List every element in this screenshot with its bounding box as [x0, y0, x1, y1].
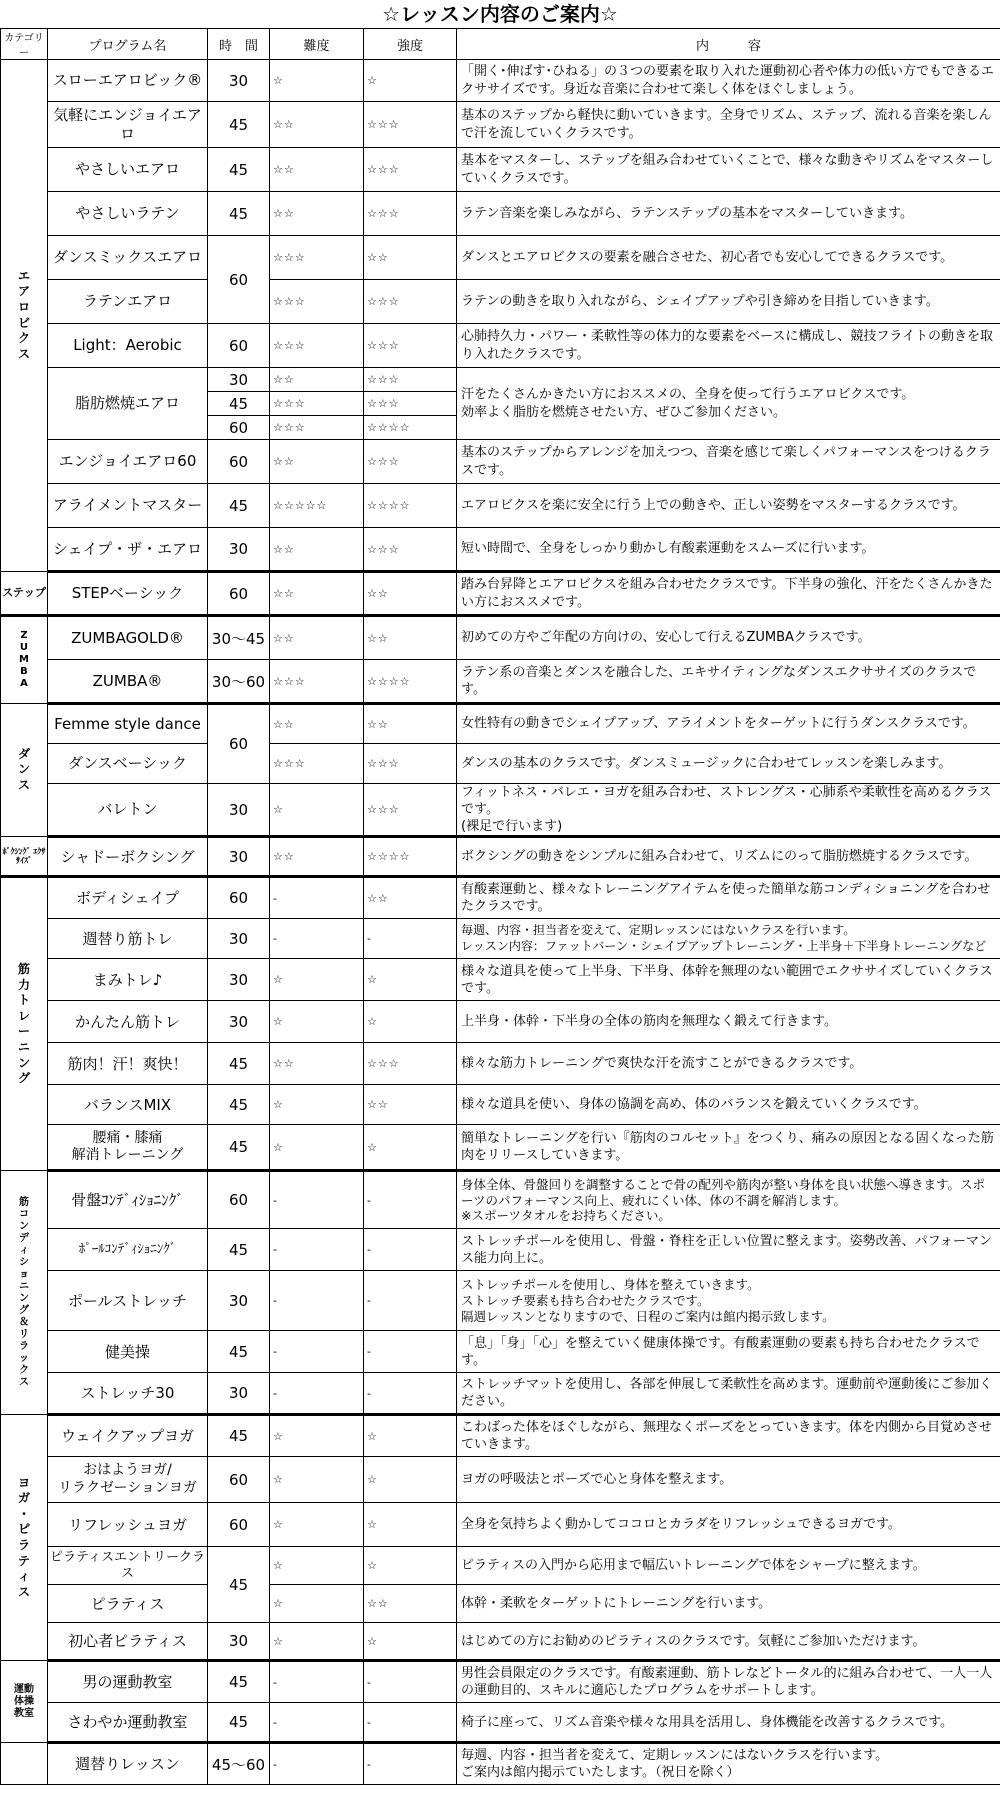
program-name: 週替り筋トレ: [48, 919, 208, 959]
lesson-description: 身体全体、骨盤回りを調整することで骨の配列や筋肉が整い身体を良い状態へ導きます。スポーツのパフォーマンス向上、疲れにくい体、体の不調を解消します。 ※スポーツタオルをお持ちください。: [457, 1171, 1000, 1229]
lesson-description: 全身を気持ちよく動かしてココロとカラダをリフレッシュできるヨガです。: [457, 1503, 1000, 1547]
lesson-description: 「息」「身」「心」を整えていく健康体操です。有酸素運動の要素も持ち合わせたクラスです。: [457, 1331, 1000, 1373]
time-cell: 30～45: [208, 616, 270, 660]
lesson-description: エアロビクスを楽に安全に行う上での動きや、正しい姿勢をマスターするクラスです。: [457, 484, 1000, 528]
time-cell: 60: [208, 877, 270, 919]
category-boxing: ﾎﾞｸｼﾝｸﾞ ｴｸｻｻｲｽﾞ: [1, 837, 48, 877]
difficulty-rating: ☆☆☆: [270, 392, 364, 416]
table-row: [1, 1085, 1000, 1125]
time-cell: 30: [208, 1623, 270, 1661]
time-cell: 30～60: [208, 660, 270, 704]
category-exercise-class: 運動 体操 教室: [1, 1661, 48, 1743]
time-cell: 30: [208, 1001, 270, 1043]
program-name: やさしいラテン: [48, 192, 208, 236]
time-cell: 45: [208, 1085, 270, 1125]
time-cell: 30: [208, 60, 270, 102]
program-name: ラテンエアロ: [48, 280, 208, 324]
table-row: [1, 704, 1000, 744]
program-name: ダンスベーシック: [48, 744, 208, 784]
lesson-description: 「開く･伸ばす･ひねる」の３つの要素を取り入れた運動初心者や体力の低い方でもできるエクササイズです。身近な音楽に合わせて楽しく体をほぐしましょう。: [457, 60, 1000, 102]
page-title: ☆レッスン内容のご案内☆: [382, 2, 618, 26]
intensity-rating: ☆☆☆: [364, 440, 457, 484]
intensity-rating: -: [364, 1271, 457, 1331]
program-name: 筋肉！汗！爽快！: [48, 1043, 208, 1085]
intensity-rating: ☆: [364, 1125, 457, 1171]
lesson-description: ラテン系の音楽とダンスを融合した、エキサイティングなダンスエクササイズのクラスです。: [457, 660, 1000, 704]
table-row: [1, 837, 1000, 877]
table-row: [1, 1043, 1000, 1085]
program-name: シェイプ・ザ・エアロ: [48, 528, 208, 572]
program-name: やさしいエアロ: [48, 148, 208, 192]
table-row: [1, 368, 1000, 392]
table-row: [1, 1503, 1000, 1547]
program-name: ボディシェイプ: [48, 877, 208, 919]
program-name: 週替りレッスン: [48, 1743, 208, 1785]
program-name: バランスMIX: [48, 1085, 208, 1125]
program-name: ストレッチ30: [48, 1373, 208, 1415]
lesson-description: 椅子に座って、リズム音楽や様々な用具を活用し、身体機能を改善するクラスです。: [457, 1703, 1000, 1743]
table-row: [1, 1125, 1000, 1171]
intensity-rating: ☆☆: [364, 1585, 457, 1623]
lesson-description: 踏み台昇降とエアロビクスを組み合わせたクラスです。下半身の強化、汗をたくさんかきたい方におススメです。: [457, 572, 1000, 616]
category-dance: ダ ン ス: [1, 704, 48, 837]
program-name: シャドーボクシング: [48, 837, 208, 877]
program-name: おはようヨガ/ リラクゼーションヨガ: [48, 1457, 208, 1503]
intensity-rating: ☆☆☆: [364, 102, 457, 148]
lesson-description: 様々な筋力トレーニングで爽快な汗を流すことができるクラスです。: [457, 1043, 1000, 1085]
table-row: [1, 744, 1000, 784]
time-cell: 45: [208, 1415, 270, 1457]
table-row: [1, 660, 1000, 704]
difficulty-rating: ☆: [270, 959, 364, 1001]
lesson-description: 初めての方やご年配の方向けの、安心して行えるZUMBAクラスです。: [457, 616, 1000, 660]
difficulty-rating: ☆☆: [270, 528, 364, 572]
program-name: ZUMBA®: [48, 660, 208, 704]
table-row: [1, 1001, 1000, 1043]
intensity-rating: ☆☆☆: [364, 1043, 457, 1085]
intensity-rating: ☆: [364, 959, 457, 1001]
intensity-rating: -: [364, 919, 457, 959]
time-cell: 60: [208, 704, 270, 784]
lesson-description: 短い時間で、全身をしっかり動かし有酸素運動をスムーズに行います。: [457, 528, 1000, 572]
lesson-table: [0, 28, 1000, 1785]
lesson-description: フィットネス・バレエ・ヨガを組み合わせ、ストレングス・心肺系や柔軟性を高めるクラスです。 (裸足で行います): [457, 784, 1000, 837]
lesson-description: ピラティスの入門から応用まで幅広いトレーニングで体をシャープに整えます。: [457, 1547, 1000, 1585]
intensity-rating: ☆☆: [364, 236, 457, 280]
table-row: [1, 1661, 1000, 1703]
lesson-description: 体幹・柔軟をターゲットにトレーニングを行います。: [457, 1585, 1000, 1623]
intensity-rating: ☆: [364, 1457, 457, 1503]
difficulty-rating: ☆☆☆: [270, 416, 364, 440]
lesson-description: 上半身・体幹・下半身の全体の筋肉を無理なく鍛えて行きます。: [457, 1001, 1000, 1043]
table-row: [1, 102, 1000, 148]
difficulty-rating: -: [270, 1331, 364, 1373]
intensity-rating: ☆☆☆: [364, 392, 457, 416]
lesson-description: ラテンの動きを取り入れながら、シェイプアップや引き締めを目指していきます。: [457, 280, 1000, 324]
difficulty-rating: ☆: [270, 1547, 364, 1585]
difficulty-rating: ☆☆☆☆☆: [270, 484, 364, 528]
intensity-rating: ☆☆☆: [364, 148, 457, 192]
program-name: ピラティス: [48, 1585, 208, 1623]
table-row: [1, 1373, 1000, 1415]
table-row: [1, 1229, 1000, 1271]
intensity-rating: ☆☆☆: [364, 192, 457, 236]
program-name: ポールストレッチ: [48, 1271, 208, 1331]
time-cell: 30: [208, 837, 270, 877]
table-row: [1, 1171, 1000, 1229]
intensity-rating: -: [364, 1743, 457, 1785]
intensity-rating: ☆☆☆: [364, 528, 457, 572]
difficulty-rating: -: [270, 1373, 364, 1415]
table-row: [1, 1457, 1000, 1503]
intensity-rating: ☆☆☆: [364, 280, 457, 324]
program-name: かんたん筋トレ: [48, 1001, 208, 1043]
table-row: [1, 1547, 1000, 1585]
category-yoga-pilates: ヨ ガ ・ ピ ラ テ ィ ス: [1, 1415, 48, 1661]
program-name: リフレッシュヨガ: [48, 1503, 208, 1547]
difficulty-rating: ☆: [270, 784, 364, 837]
intensity-rating: ☆☆: [364, 616, 457, 660]
program-name: アライメントマスター: [48, 484, 208, 528]
lesson-description: 汗をたくさんかきたい方におススメの、全身を使って行うエアロビクスです。 効率よく脂肪を燃焼させたい方、ぜひご参加ください。: [457, 368, 1000, 440]
intensity-rating: -: [364, 1373, 457, 1415]
difficulty-rating: ☆☆: [270, 572, 364, 616]
intensity-rating: -: [364, 1661, 457, 1703]
intensity-rating: -: [364, 1171, 457, 1229]
program-name: ダンスミックスエアロ: [48, 236, 208, 280]
program-name: ウェイクアップヨガ: [48, 1415, 208, 1457]
difficulty-rating: ☆: [270, 1585, 364, 1623]
program-name: Light：Aerobic: [48, 324, 208, 368]
table-row: [1, 60, 1000, 102]
difficulty-rating: ☆☆: [270, 148, 364, 192]
difficulty-rating: -: [270, 1743, 364, 1785]
program-name: ピラティスエントリークラス: [48, 1547, 208, 1585]
lesson-description: ストレッチポールを使用し、身体を整えていきます。 ストレッチ要素も持ち合わせたクラスです。 隔週レッスンとなりますので、日程のご案内は館内掲示致します。: [457, 1271, 1000, 1331]
time-cell: 45: [208, 192, 270, 236]
time-cell: 30: [208, 368, 270, 392]
time-cell: 30: [208, 784, 270, 837]
header-time: 時 間: [208, 29, 270, 60]
category-conditioning-relax: 筋 コ ン デ ィ シ ョ ニ ン グ ＆ リ ラ ッ ク ス: [1, 1171, 48, 1415]
intensity-rating: ☆: [364, 1415, 457, 1457]
program-name: 腰痛・膝痛 解消トレーニング: [48, 1125, 208, 1171]
intensity-rating: ☆☆☆: [364, 324, 457, 368]
difficulty-rating: ☆☆: [270, 192, 364, 236]
program-name: 骨盤ｺﾝﾃﾞｨｼｮﾆﾝｸﾞ: [48, 1171, 208, 1229]
category-strength-training: 筋 力 ト レ ー ニ ン グ: [1, 877, 48, 1171]
time-cell: 60: [208, 440, 270, 484]
header-category: カテゴリー: [1, 29, 48, 60]
time-cell: 45: [208, 1331, 270, 1373]
header-content: 内 容: [457, 29, 1000, 60]
time-cell: 45: [208, 102, 270, 148]
table-row: [1, 1743, 1000, 1785]
time-cell: 45: [208, 1547, 270, 1623]
difficulty-rating: ☆: [270, 1125, 364, 1171]
difficulty-rating: -: [270, 1171, 364, 1229]
table-row: [1, 148, 1000, 192]
program-name: まみトレ♪: [48, 959, 208, 1001]
difficulty-rating: ☆: [270, 1001, 364, 1043]
difficulty-rating: ☆☆: [270, 704, 364, 744]
intensity-rating: ☆☆☆: [364, 368, 457, 392]
time-cell: 45: [208, 484, 270, 528]
lesson-description: 有酸素運動と、様々なトレーニングアイテムを使った簡単な筋コンディショニングを合わせたクラスです。: [457, 877, 1000, 919]
difficulty-rating: ☆☆☆: [270, 236, 364, 280]
lesson-description: 基本のステップから軽快に動いていきます。全身でリズム、ステップ、流れる音楽を楽しんで汗を流していくクラスです。: [457, 102, 1000, 148]
difficulty-rating: ☆☆☆: [270, 660, 364, 704]
program-name: STEPベーシック: [48, 572, 208, 616]
difficulty-rating: ☆: [270, 1457, 364, 1503]
difficulty-rating: ☆☆: [270, 440, 364, 484]
lesson-description: ダンスの基本のクラスです。ダンスミュージックに合わせてレッスンを楽しみます。: [457, 744, 1000, 784]
lesson-description: 基本をマスターし、ステップを組み合わせていくことで、様々な動きやリズムをマスターしていくクラスです。: [457, 148, 1000, 192]
intensity-rating: ☆☆☆☆: [364, 660, 457, 704]
table-row: [1, 280, 1000, 324]
program-name: 男の運動教室: [48, 1661, 208, 1703]
intensity-rating: ☆☆☆☆: [364, 484, 457, 528]
time-cell: 45: [208, 392, 270, 416]
program-name: 初心者ピラティス: [48, 1623, 208, 1661]
difficulty-rating: -: [270, 919, 364, 959]
table-row: [1, 784, 1000, 837]
time-cell: 60: [208, 1171, 270, 1229]
difficulty-rating: ☆: [270, 1085, 364, 1125]
table-row: [1, 1703, 1000, 1743]
difficulty-rating: ☆☆☆: [270, 744, 364, 784]
program-name: エンジョイエアロ60: [48, 440, 208, 484]
time-cell: 45: [208, 148, 270, 192]
table-row: [1, 1415, 1000, 1457]
time-cell: 60: [208, 236, 270, 324]
intensity-rating: ☆☆☆☆: [364, 837, 457, 877]
program-name: Femme style dance: [48, 704, 208, 744]
difficulty-rating: -: [270, 1229, 364, 1271]
intensity-rating: ☆: [364, 1547, 457, 1585]
program-name: 気軽にエンジョイエアロ: [48, 102, 208, 148]
difficulty-rating: -: [270, 1271, 364, 1331]
header-row: [1, 29, 1000, 60]
difficulty-rating: ☆☆: [270, 616, 364, 660]
time-cell: 30: [208, 959, 270, 1001]
difficulty-rating: ☆☆: [270, 1043, 364, 1085]
table-row: [1, 919, 1000, 959]
lesson-description: ラテン音楽を楽しみながら、ラテンステップの基本をマスターしていきます。: [457, 192, 1000, 236]
table-row: [1, 959, 1000, 1001]
table-row: [1, 1623, 1000, 1661]
lesson-description: ダンスとエアロビクスの要素を融合させた、初心者でも安心してできるクラスです。: [457, 236, 1000, 280]
lesson-description: ストレッチポールを使用し、骨盤・脊柱を正しい位置に整えます。姿勢改善、パフォーマンス能力向上に。: [457, 1229, 1000, 1271]
lesson-description: 男性会員限定のクラスです。有酸素運動、筋トレなどトータル的に組み合わせて、一人一人の運動目的、スキルに適応したプログラムをサポートします。: [457, 1661, 1000, 1703]
intensity-rating: ☆☆: [364, 877, 457, 919]
intensity-rating: ☆☆: [364, 1085, 457, 1125]
lesson-description: 様々な道具を使い、身体の協調を高め、体のバランスを鍛えていくクラスです。: [457, 1085, 1000, 1125]
difficulty-rating: ☆☆: [270, 837, 364, 877]
time-cell: 30: [208, 1271, 270, 1331]
lesson-description: ボクシングの動きをシンプルに組み合わせて、リズムにのって脂肪燃焼するクラスです。: [457, 837, 1000, 877]
lesson-description: ストレッチマットを使用し、各部を伸展して柔軟性を高めます。運動前や運動後にご参加ください。: [457, 1373, 1000, 1415]
time-cell: 45: [208, 1043, 270, 1085]
time-cell: 45: [208, 1229, 270, 1271]
program-name: 健美操: [48, 1331, 208, 1373]
header-difficulty: 難度: [270, 29, 364, 60]
category-step: ステップ: [1, 572, 48, 616]
difficulty-rating: -: [270, 1661, 364, 1703]
time-cell: 60: [208, 1503, 270, 1547]
lesson-description: 基本のステップからアレンジを加えつつ、音楽を感じて楽しくパフォーマンスをつけるクラスです。: [457, 440, 1000, 484]
category-zumba: Z U M B A: [1, 616, 48, 704]
table-row: [1, 616, 1000, 660]
difficulty-rating: -: [270, 1703, 364, 1743]
program-name: スローエアロビック®: [48, 60, 208, 102]
difficulty-rating: ☆☆: [270, 102, 364, 148]
table-row: [1, 484, 1000, 528]
difficulty-rating: ☆: [270, 60, 364, 102]
table-row: [1, 572, 1000, 616]
lesson-description: ヨガの呼吸法とポーズで心と身体を整えます。: [457, 1457, 1000, 1503]
difficulty-rating: ☆☆☆: [270, 324, 364, 368]
difficulty-rating: ☆: [270, 1623, 364, 1661]
table-row: [1, 877, 1000, 919]
table-row: [1, 1271, 1000, 1331]
category-blank: [1, 1743, 48, 1785]
intensity-rating: ☆: [364, 1001, 457, 1043]
time-cell: 30: [208, 919, 270, 959]
table-row: [1, 440, 1000, 484]
difficulty-rating: -: [270, 877, 364, 919]
program-name: さわやか運動教室: [48, 1703, 208, 1743]
table-row: [1, 1331, 1000, 1373]
time-cell: 60: [208, 416, 270, 440]
intensity-rating: -: [364, 1229, 457, 1271]
difficulty-rating: ☆: [270, 1415, 364, 1457]
intensity-rating: ☆☆: [364, 704, 457, 744]
table-row: [1, 236, 1000, 280]
program-name: 脂肪燃焼エアロ: [48, 368, 208, 440]
lesson-description: 女性特有の動きでシェイプアップ、アライメントをターゲットに行うダンスクラスです。: [457, 704, 1000, 744]
intensity-rating: ☆☆: [364, 572, 457, 616]
intensity-rating: -: [364, 1331, 457, 1373]
intensity-rating: ☆☆☆: [364, 784, 457, 837]
intensity-rating: ☆☆☆☆: [364, 416, 457, 440]
lesson-description: はじめての方にお勧めのピラティスのクラスです。気軽にご参加いただけます。: [457, 1623, 1000, 1661]
time-cell: 60: [208, 1457, 270, 1503]
difficulty-rating: ☆: [270, 1503, 364, 1547]
intensity-rating: ☆: [364, 1623, 457, 1661]
lesson-description: 様々な道具を使って上半身、下半身、体幹を無理のない範囲でエクササイズしていくクラスです。: [457, 959, 1000, 1001]
program-name: バレトン: [48, 784, 208, 837]
lesson-description: 毎週、内容・担当者を変えて、定期レッスンにはないクラスを行います。 ご案内は館内掲示ていたします。（祝日を除く）: [457, 1743, 1000, 1785]
time-cell: 30: [208, 1373, 270, 1415]
intensity-rating: ☆: [364, 1503, 457, 1547]
difficulty-rating: ☆☆: [270, 368, 364, 392]
table-row: [1, 324, 1000, 368]
lesson-description: 簡単なトレーニングを行い『筋肉のコルセット』をつくり、痛みの原因となる固くなった筋肉をリリースしていきます。: [457, 1125, 1000, 1171]
time-cell: 45: [208, 1703, 270, 1743]
time-cell: 60: [208, 572, 270, 616]
intensity-rating: ☆: [364, 60, 457, 102]
intensity-rating: ☆☆☆: [364, 744, 457, 784]
time-cell: 45: [208, 1661, 270, 1703]
time-cell: 45～60: [208, 1743, 270, 1785]
lesson-description: 心肺持久力・パワー・柔軟性等の体力的な要素をベースに構成し、競技フライトの動きを取り入れたクラスです。: [457, 324, 1000, 368]
program-name: ZUMBAGOLD®: [48, 616, 208, 660]
time-cell: 60: [208, 324, 270, 368]
time-cell: 30: [208, 528, 270, 572]
lesson-description: 毎週、内容・担当者を変えて、定期レッスンにはないクラスを行います。 レッスン内容：ファットバーン・シェイプアップトレーニング・上半身＋下半身トレーニングなど: [457, 919, 1000, 959]
table-row: [1, 192, 1000, 236]
lesson-description: こわばった体をほぐしながら、無理なくポーズをとっていきます。体を内側から目覚めさせていきます。: [457, 1415, 1000, 1457]
header-program: プログラム名: [48, 29, 208, 60]
time-cell: 45: [208, 1125, 270, 1171]
difficulty-rating: ☆☆☆: [270, 280, 364, 324]
header-intensity: 強度: [364, 29, 457, 60]
table-row: [1, 1585, 1000, 1623]
table-row: [1, 528, 1000, 572]
program-name: ﾎﾟｰﾙｺﾝﾃﾞｨｼｮﾆﾝｸﾞ: [48, 1229, 208, 1271]
intensity-rating: -: [364, 1703, 457, 1743]
category-aerobics: エ ア ロ ビ ク ス: [1, 60, 48, 572]
